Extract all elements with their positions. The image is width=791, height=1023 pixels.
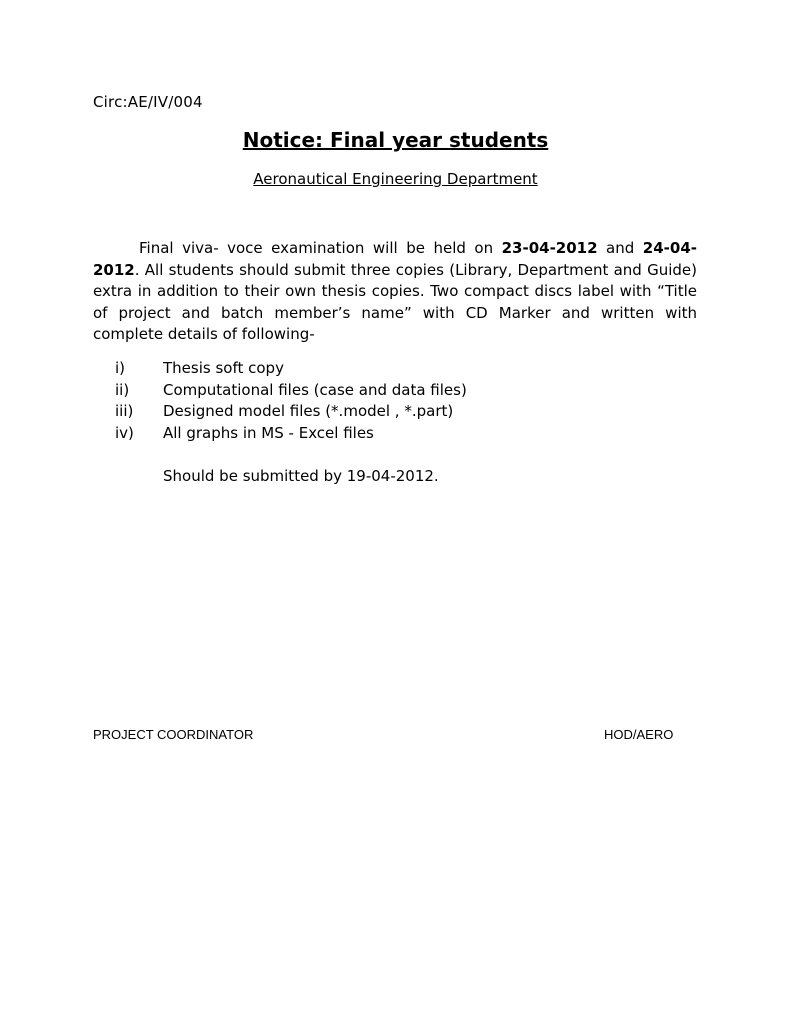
list-item (93, 380, 693, 402)
intro-text-1: Final viva- voce examination will be held on (139, 239, 502, 257)
notice-title: Notice: Final year students (242, 128, 549, 152)
department-name: Aeronautical Engineering Department (253, 170, 538, 188)
exam-date-2: 24-04-2012 (93, 239, 697, 279)
list-item-text: Designed model files (*.model , *.part) (163, 402, 454, 421)
list-item (93, 358, 693, 380)
intro-text-3: . All students should submit three copies (Library, Department and Guide) extra in addition to their own thesis copies. Two compact discs label with “Title of project and batch member’s name” with CD Marker and written with complete details of following- (93, 260, 697, 344)
list-item (93, 423, 693, 445)
list-item (93, 401, 693, 423)
list-item-text: Thesis soft copy (163, 359, 284, 377)
signature-hod: HOD/AERO (604, 727, 674, 742)
circular-reference: Circ:AE/IV/004 (93, 93, 203, 111)
intro-text-2: and (597, 239, 643, 257)
notice-paragraph (93, 238, 697, 346)
list-item-number: ii) (115, 380, 130, 399)
list-item-text: Computational files (case and data files) (163, 380, 467, 399)
signature-project-coordinator: PROJECT COORDINATOR (93, 727, 254, 742)
list-item-number: iv) (115, 423, 134, 442)
submission-items-list (93, 358, 693, 444)
submission-deadline: Should be submitted by 19-04-2012. (163, 467, 439, 485)
list-item-number: i) (115, 359, 126, 377)
list-item-number: iii) (115, 402, 134, 421)
exam-date-1: 23-04-2012 (501, 239, 598, 257)
list-item-text: All graphs in MS - Excel files (163, 423, 374, 442)
